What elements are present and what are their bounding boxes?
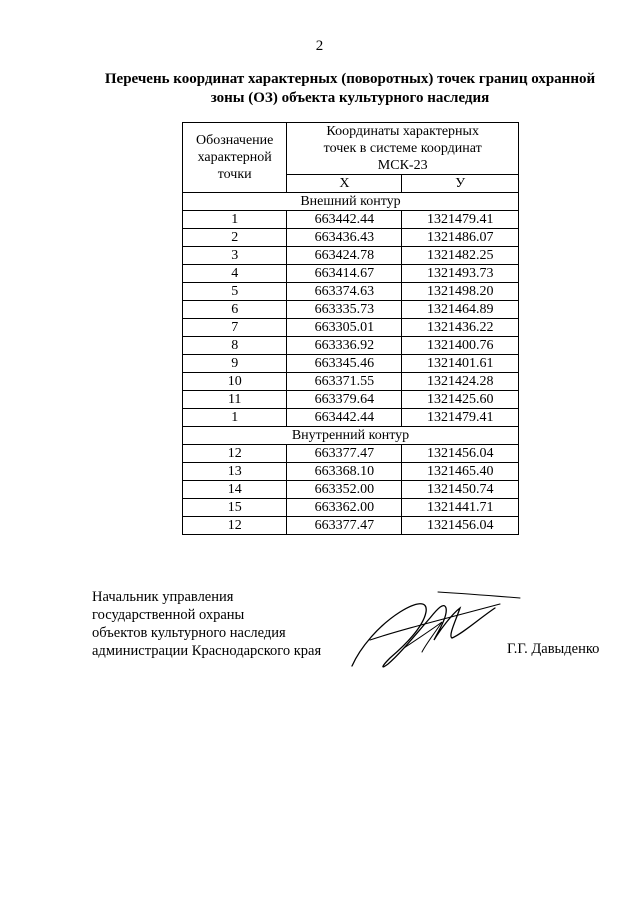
- cell-point: 15: [183, 499, 287, 517]
- header-designation-line-3: точки: [217, 167, 252, 182]
- cell-y: 1321465.40: [402, 463, 519, 481]
- cell-y: 1321486.07: [402, 229, 519, 247]
- table-row: [183, 337, 519, 355]
- cell-point: 1: [183, 211, 287, 229]
- page-number: 2: [315, 38, 324, 54]
- header-coordinates-line-1: Координаты характерных: [326, 124, 479, 139]
- table-row: [183, 211, 519, 229]
- cell-y: 1321456.04: [402, 445, 519, 463]
- cell-x: 663442.44: [287, 409, 402, 427]
- cell-y: 1321493.73: [402, 265, 519, 283]
- cell-x: 663345.46: [287, 355, 402, 373]
- table-body: [183, 193, 519, 535]
- cell-y: 1321425.60: [402, 391, 519, 409]
- title-line-2: зоны (ОЗ) объекта культурного наследия: [210, 90, 490, 106]
- table-row: [183, 283, 519, 301]
- handwritten-signature-icon: [330, 578, 530, 678]
- header-coordinates: [287, 123, 519, 175]
- table-row: [183, 499, 519, 517]
- cell-x: 663377.47: [287, 517, 402, 535]
- cell-y: 1321450.74: [402, 481, 519, 499]
- table-row: [183, 355, 519, 373]
- header-y: У: [402, 175, 519, 193]
- cell-y: 1321400.76: [402, 337, 519, 355]
- position-line-1: Начальник управления: [92, 589, 234, 605]
- cell-x: 663305.01: [287, 319, 402, 337]
- cell-x: 663352.00: [287, 481, 402, 499]
- section-header-row: [183, 427, 519, 445]
- table-header: [183, 123, 519, 193]
- section-title: Внешний контур: [183, 193, 519, 211]
- header-designation: [183, 123, 287, 193]
- cell-x: 663335.73: [287, 301, 402, 319]
- cell-point: 12: [183, 445, 287, 463]
- cell-x: 663371.55: [287, 373, 402, 391]
- cell-x: 663436.43: [287, 229, 402, 247]
- position-line-2: государственной охраны: [92, 607, 245, 623]
- header-coordinates-line-2: точек в системе координат: [323, 141, 482, 156]
- section-header-row: [183, 193, 519, 211]
- table-row: [183, 229, 519, 247]
- cell-x: 663442.44: [287, 211, 402, 229]
- cell-point: 3: [183, 247, 287, 265]
- cell-x: 663374.63: [287, 283, 402, 301]
- table-row: [183, 517, 519, 535]
- header-coordinates-line-3: МСК-23: [377, 158, 428, 173]
- cell-point: 6: [183, 301, 287, 319]
- table-row: [183, 247, 519, 265]
- cell-x: 663336.92: [287, 337, 402, 355]
- cell-x: 663368.10: [287, 463, 402, 481]
- coordinates-table: [182, 122, 519, 535]
- signer-name: Г.Г. Давыденко: [507, 641, 600, 657]
- cell-point: 9: [183, 355, 287, 373]
- cell-point: 11: [183, 391, 287, 409]
- title-line-1: Перечень координат характерных (поворотных) точек границ охранной: [104, 71, 596, 87]
- cell-point: 7: [183, 319, 287, 337]
- table-row: [183, 301, 519, 319]
- position-line-4: администрации Краснодарского края: [92, 643, 322, 659]
- cell-point: 12: [183, 517, 287, 535]
- table-row: [183, 373, 519, 391]
- cell-point: 14: [183, 481, 287, 499]
- table-row: [183, 265, 519, 283]
- position-line-3: объектов культурного наследия: [92, 625, 286, 641]
- cell-x: 663379.64: [287, 391, 402, 409]
- table-row: [183, 319, 519, 337]
- header-designation-line-1: Обозначение: [196, 133, 274, 148]
- signature-block: [92, 588, 321, 660]
- cell-x: 663362.00: [287, 499, 402, 517]
- cell-y: 1321401.61: [402, 355, 519, 373]
- cell-point: 13: [183, 463, 287, 481]
- cell-point: 5: [183, 283, 287, 301]
- cell-point: 8: [183, 337, 287, 355]
- cell-x: 663377.47: [287, 445, 402, 463]
- table-row: [183, 445, 519, 463]
- table-row: [183, 463, 519, 481]
- cell-x: 663414.67: [287, 265, 402, 283]
- table-row: [183, 481, 519, 499]
- document-title: [90, 70, 610, 108]
- cell-y: 1321479.41: [402, 211, 519, 229]
- header-designation-line-2: характерной: [197, 150, 272, 165]
- cell-point: 2: [183, 229, 287, 247]
- cell-y: 1321424.28: [402, 373, 519, 391]
- cell-point: 1: [183, 409, 287, 427]
- cell-y: 1321456.04: [402, 517, 519, 535]
- cell-x: 663424.78: [287, 247, 402, 265]
- cell-point: 10: [183, 373, 287, 391]
- cell-point: 4: [183, 265, 287, 283]
- table-row: [183, 391, 519, 409]
- cell-y: 1321436.22: [402, 319, 519, 337]
- cell-y: 1321479.41: [402, 409, 519, 427]
- cell-y: 1321441.71: [402, 499, 519, 517]
- cell-y: 1321482.25: [402, 247, 519, 265]
- table-row: [183, 409, 519, 427]
- cell-y: 1321498.20: [402, 283, 519, 301]
- header-x: Х: [287, 175, 402, 193]
- cell-y: 1321464.89: [402, 301, 519, 319]
- section-title: Внутренний контур: [183, 427, 519, 445]
